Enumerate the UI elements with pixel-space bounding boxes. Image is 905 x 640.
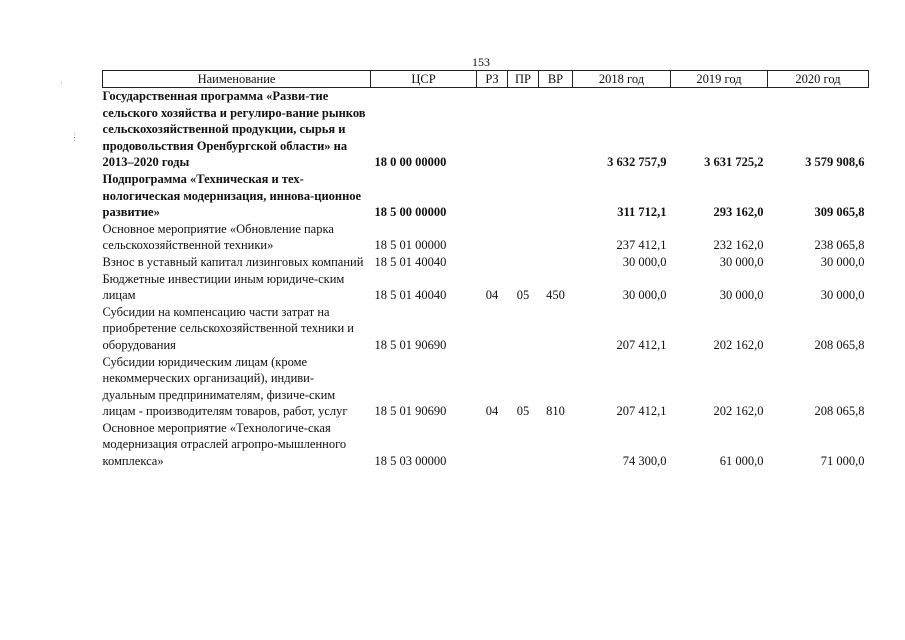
row-name: Подпрограмма «Техническая и тех-нологическая модернизация, иннова-ционное развитие» — [102, 171, 362, 220]
row-name: Субсидии юридическим лицам (кроме некоммерческих организаций), индиви-дуальным предпринимателям, физиче-ским лицам - производителям товаров, работ, услуг — [102, 354, 348, 419]
table-header — [103, 71, 869, 88]
table-row — [103, 420, 869, 470]
row-2018: 237 412,1 — [616, 238, 667, 253]
row-csr: 18 5 01 40040 — [374, 288, 447, 303]
budget-table — [102, 70, 869, 470]
table-row — [103, 354, 869, 420]
row-2019: 202 162,0 — [713, 337, 764, 352]
col-header-2018: 2018 год — [573, 71, 671, 88]
row-vr: 450 — [546, 288, 565, 303]
row-2018: 30 000,0 — [622, 254, 667, 269]
row-2018: 30 000,0 — [622, 288, 667, 303]
col-header-2020: 2020 год — [768, 71, 869, 88]
col-header-csr: ЦСР — [371, 71, 477, 88]
row-rz: 04 — [485, 404, 499, 419]
row-name: Субсидии на компенсацию части затрат на приобретение сельскохозяйственной техники и оборудования — [102, 304, 354, 352]
row-name: Основное мероприятие «Технологиче-ская модернизация отраслей агропро-мышленного комплекса» — [102, 420, 347, 469]
row-csr: 18 5 01 90690 — [374, 337, 447, 352]
row-2020: 309 065,8 — [814, 205, 865, 220]
row-vr — [539, 304, 573, 354]
col-header-vr: ВР — [539, 71, 573, 88]
row-rz — [477, 254, 508, 271]
row-csr: 18 0 00 00000 — [374, 155, 447, 170]
row-vr — [539, 88, 573, 171]
row-2020: 238 065,8 — [814, 238, 865, 253]
table-row — [103, 171, 869, 221]
row-name: Взнос в уставный капитал лизинговых компаний — [102, 254, 364, 269]
row-csr: 18 5 01 00000 — [374, 238, 447, 253]
row-pr: 05 — [516, 404, 530, 419]
table-row — [103, 221, 869, 254]
row-2019: 293 162,0 — [713, 205, 764, 220]
scan-mark: ⋮ — [70, 132, 79, 142]
table-row — [103, 271, 869, 304]
row-2018: 3 632 757,9 — [607, 155, 667, 170]
row-vr — [539, 171, 573, 221]
col-header-2019: 2019 год — [671, 71, 768, 88]
row-2019: 61 000,0 — [719, 454, 764, 469]
page-number: 153 — [472, 55, 490, 69]
row-pr — [508, 254, 539, 271]
row-csr: 18 5 01 40040 — [374, 254, 447, 269]
row-rz: 04 — [485, 288, 499, 303]
col-header-name: Наименование — [103, 71, 371, 88]
table-row — [103, 254, 869, 271]
row-2018: 207 412,1 — [616, 404, 667, 419]
row-2019: 202 162,0 — [713, 404, 764, 419]
row-rz — [477, 88, 508, 171]
table-body — [103, 88, 869, 470]
row-pr — [508, 221, 539, 254]
row-name: Бюджетные инвестиции иным юридиче-ским лицам — [102, 271, 345, 303]
row-2019: 3 631 725,2 — [704, 155, 764, 170]
row-2019: 232 162,0 — [713, 238, 764, 253]
row-vr — [539, 221, 573, 254]
row-2020: 3 579 908,6 — [805, 155, 865, 170]
row-csr: 18 5 01 90690 — [374, 404, 447, 419]
row-2018: 74 300,0 — [622, 454, 667, 469]
col-header-pr: ПР — [508, 71, 539, 88]
row-rz — [477, 420, 508, 470]
row-name: Государственная программа «Разви-тие сельского хозяйства и регулиро-вание рынков сельскохозяйственной продукции, сырья и продовольствия Оренбургской области» на 2013–2020 годы — [102, 89, 366, 170]
scan-mark: · — [60, 78, 63, 88]
row-vr — [539, 254, 573, 271]
row-2020: 30 000,0 — [820, 288, 865, 303]
row-rz — [477, 171, 508, 221]
row-vr: 810 — [546, 404, 565, 419]
row-2019: 30 000,0 — [719, 254, 764, 269]
row-2020: 208 065,8 — [814, 404, 865, 419]
row-pr: 05 — [516, 288, 530, 303]
row-2019: 30 000,0 — [719, 288, 764, 303]
table-row — [103, 304, 869, 354]
row-csr: 18 5 00 00000 — [374, 205, 447, 220]
row-pr — [508, 171, 539, 221]
row-2018: 311 712,1 — [617, 205, 667, 220]
row-pr — [508, 304, 539, 354]
row-rz — [477, 304, 508, 354]
col-header-rz: РЗ — [477, 71, 508, 88]
row-2020: 30 000,0 — [820, 254, 865, 269]
row-pr — [508, 88, 539, 171]
row-name: Основное мероприятие «Обновление парка сельскохозяйственной техники» — [102, 221, 334, 253]
row-rz — [477, 221, 508, 254]
row-vr — [539, 420, 573, 470]
row-2018: 207 412,1 — [616, 337, 667, 352]
table-row — [103, 88, 869, 171]
row-pr — [508, 420, 539, 470]
row-2020: 208 065,8 — [814, 337, 865, 352]
row-csr: 18 5 03 00000 — [374, 454, 447, 469]
row-2020: 71 000,0 — [820, 454, 865, 469]
